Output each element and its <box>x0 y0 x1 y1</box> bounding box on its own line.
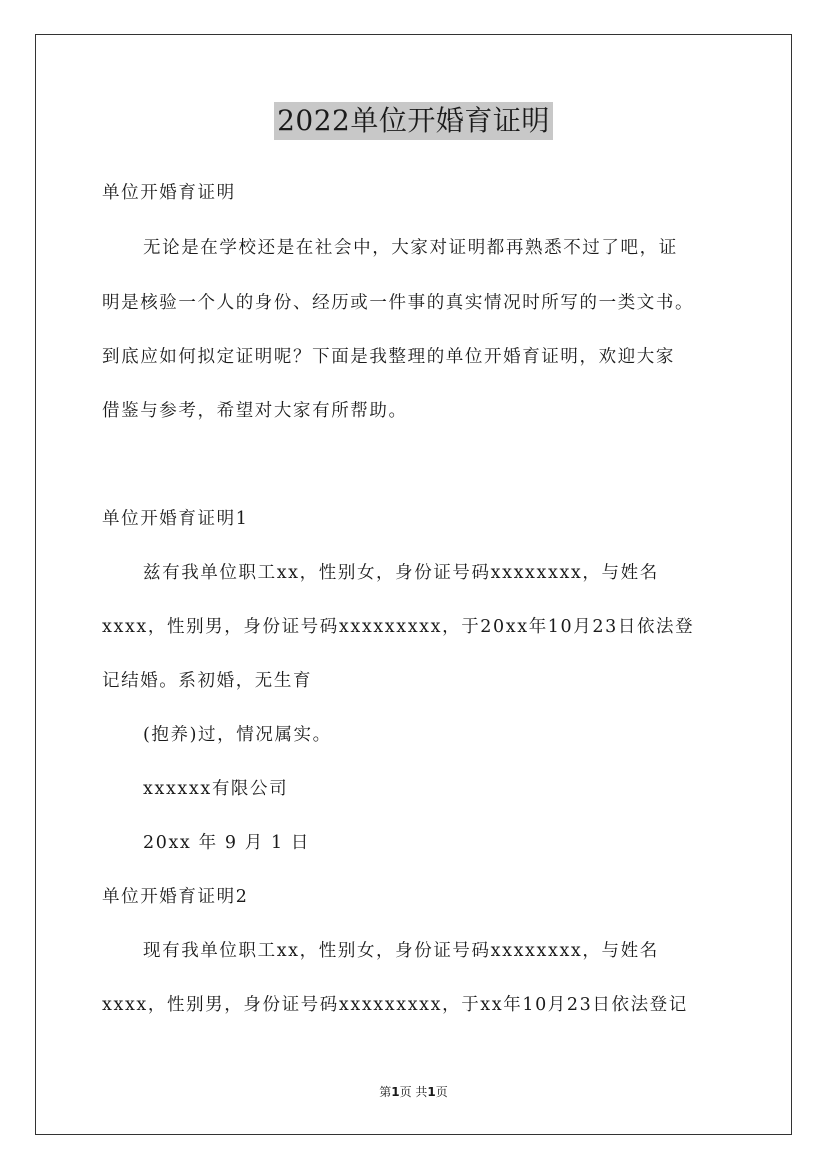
intro-line: 借鉴与参考，希望对大家有所帮助。 <box>102 401 408 421</box>
section2-line: 现有我单位职工xx，性别女，身份证号码xxxxxxxx，与姓名 <box>143 941 659 961</box>
intro-line: 明是核验一个人的身份、经历或一件事的真实情况时所写的一类文书。 <box>102 293 695 313</box>
document-title: 2022单位开婚育证明 <box>274 102 553 140</box>
section1-line: xxxx，性别男，身份证号码xxxxxxxxx，于20xx年10月23日依法登 <box>102 617 695 637</box>
section1-date: 20xx 年 9 月 1 日 <box>143 833 310 853</box>
section1-heading: 单位开婚育证明1 <box>102 509 249 529</box>
section1-line: (抱养)过，情况属实。 <box>143 725 332 745</box>
footer-page-total: 1 <box>427 1085 436 1099</box>
section2-line: xxxx，性别男，身份证号码xxxxxxxxx，于xx年10月23日依法登记 <box>102 995 688 1015</box>
section1-company: xxxxxx有限公司 <box>143 779 289 799</box>
page-footer <box>0 1084 827 1100</box>
footer-suffix: 页 <box>435 1085 448 1099</box>
footer-prefix: 第 <box>379 1085 392 1099</box>
section2-heading: 单位开婚育证明2 <box>102 887 249 907</box>
title-container <box>0 102 827 140</box>
intro-line: 无论是在学校还是在社会中，大家对证明都再熟悉不过了吧，证 <box>143 238 678 258</box>
section1-line: 记结婚。系初婚，无生育 <box>102 671 313 691</box>
intro-heading: 单位开婚育证明 <box>102 183 236 203</box>
footer-page-current: 1 <box>391 1085 400 1099</box>
intro-line: 到底应如何拟定证明呢？下面是我整理的单位开婚育证明，欢迎大家 <box>102 347 675 367</box>
section1-line: 兹有我单位职工xx，性别女，身份证号码xxxxxxxx，与姓名 <box>143 563 659 583</box>
footer-mid: 页 共 <box>399 1085 428 1099</box>
